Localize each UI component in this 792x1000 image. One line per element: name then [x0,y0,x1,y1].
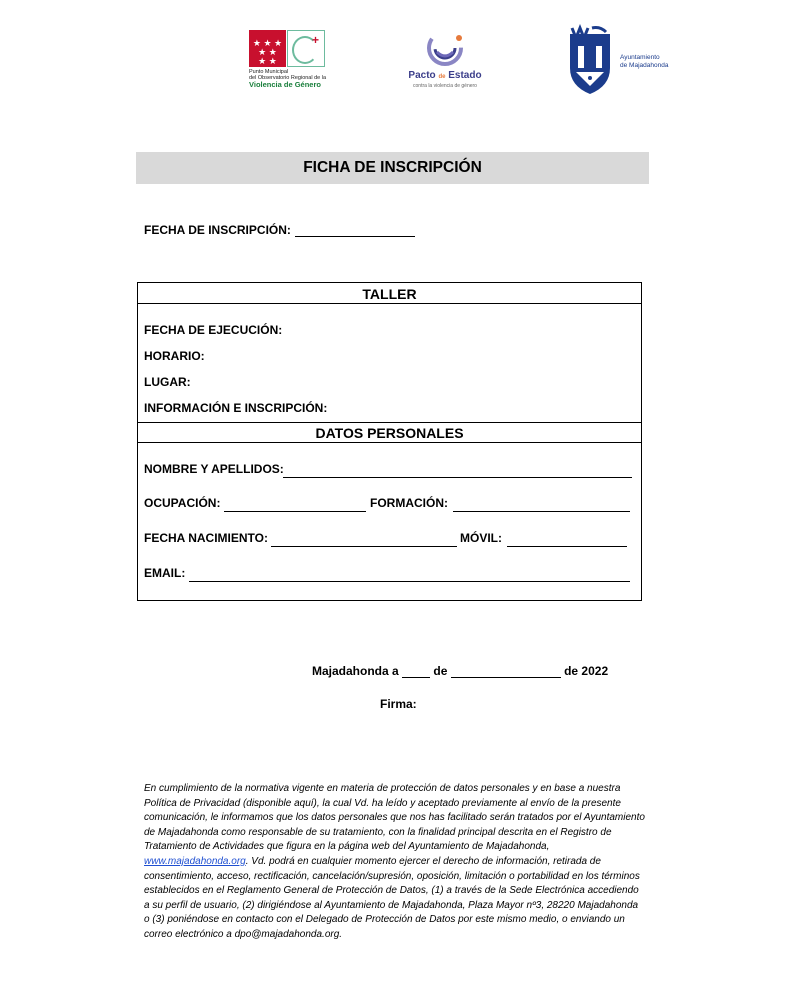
firma-label: Firma: [380,697,417,711]
taller-heading-divider [138,303,641,304]
fecha-nacimiento-label: FECHA NACIMIENTO: [144,531,268,545]
pacto-estado-icon [421,28,469,68]
taller-heading: TALLER [362,286,417,302]
ocupacion-label: OCUPACIÓN: [144,496,221,510]
datos-heading-divider [138,442,641,443]
majadahonda-shield-icon [566,24,614,96]
nombre-input-line[interactable] [283,477,632,478]
informacion-label: INFORMACIÓN E INSCRIPCIÓN: [144,401,328,415]
place-prefix: Majadahonda a [312,664,399,678]
pacto-estado-logo [404,28,486,90]
year-text: de 2022 [564,664,609,678]
month-input-line[interactable] [451,665,561,678]
ocupacion-input-line[interactable] [224,511,366,512]
comunidad-madrid-logo [249,28,329,92]
fecha-inscripcion-line[interactable] [295,224,415,237]
movil-input-line[interactable] [507,546,627,547]
form-box [137,282,642,601]
email-label: EMAIL: [144,566,186,580]
fecha-ejecucion-label: FECHA DE EJECUCIÓN: [144,323,283,337]
pacto-estado-name: Pacto de Estado [408,70,482,81]
pacto-estado-subtitle: contra la violencia de género [413,83,477,89]
nombre-label: NOMBRE Y APELLIDOS: [144,462,284,476]
movil-label: MÓVIL: [460,531,502,545]
madrid-flag-icon: ★ ★ ★ ★ ★ ★ ★ [249,30,286,67]
ayuntamiento-caption: Ayuntamiento de Majadahonda [620,54,669,69]
fecha-inscripcion-field[interactable] [144,223,415,237]
de-label: de [433,664,448,678]
fecha-inscripcion-label: FECHA DE INSCRIPCIÓN: [144,223,291,237]
observatorio-caption: Punto Municipal del Observatorio Regional de la Violencia de Género [249,69,329,89]
day-input-line[interactable] [402,665,430,678]
email-input-line[interactable] [189,581,630,582]
legal-notice [144,782,646,943]
legal-text-part2: . Vd. podrá en cualquier momento ejercer el derecho de información, retirada de consentimiento, acceso, rectificación, cancelación/supresión, oposición, limitación o portabilidad en los términos establecidos en el Reglamento General de Protección de Datos, (1) a través de la Sede Electrónica accediendo a su perfil de usuario, (2) dirigiéndose al Ayuntamiento de Majadahonda, Plaza Mayor nº3, 28220 Majadahonda o (3) poniéndose en contacto con el Delegado de Protección de Datos por este mismo medio, o enviando un correo electrónico a dpo@majadahonda.org. [144,855,640,940]
datos-personales-heading: DATOS PERSONALES [315,425,464,441]
observatorio-caption-strong: Violencia de Género [249,80,321,89]
place-date-line [312,664,608,678]
formacion-label: FORMACIÓN: [370,496,448,510]
majadahonda-link[interactable]: www.majadahonda.org [144,855,246,867]
title-band [136,152,649,184]
legal-text-part1: En cumplimiento de la normativa vigente en materia de protección de datos personales y en base a nuestra Política de Privacidad (disponible aquí), la cual Vd. ha leído y aceptado previamente al envío de la presente comunicación, le informamos que los datos personales que nos has facilitado serán tratados por el Ayuntamiento de Majadahonda como responsable de su tratamiento, con la finalidad principal descrita en el Registro de Tratamiento de Actividades que figura en la página web del Ayuntamiento de Majadahonda, [144,783,645,853]
page-title: FICHA DE INSCRIPCIÓN [303,159,482,176]
fecha-nacimiento-input-line[interactable] [271,546,457,547]
horario-label: HORARIO: [144,349,205,363]
formacion-input-line[interactable] [453,511,630,512]
observatorio-emblem-icon: + [287,30,325,67]
lugar-label: LUGAR: [144,375,191,389]
ayuntamiento-majadahonda-logo [566,24,676,96]
